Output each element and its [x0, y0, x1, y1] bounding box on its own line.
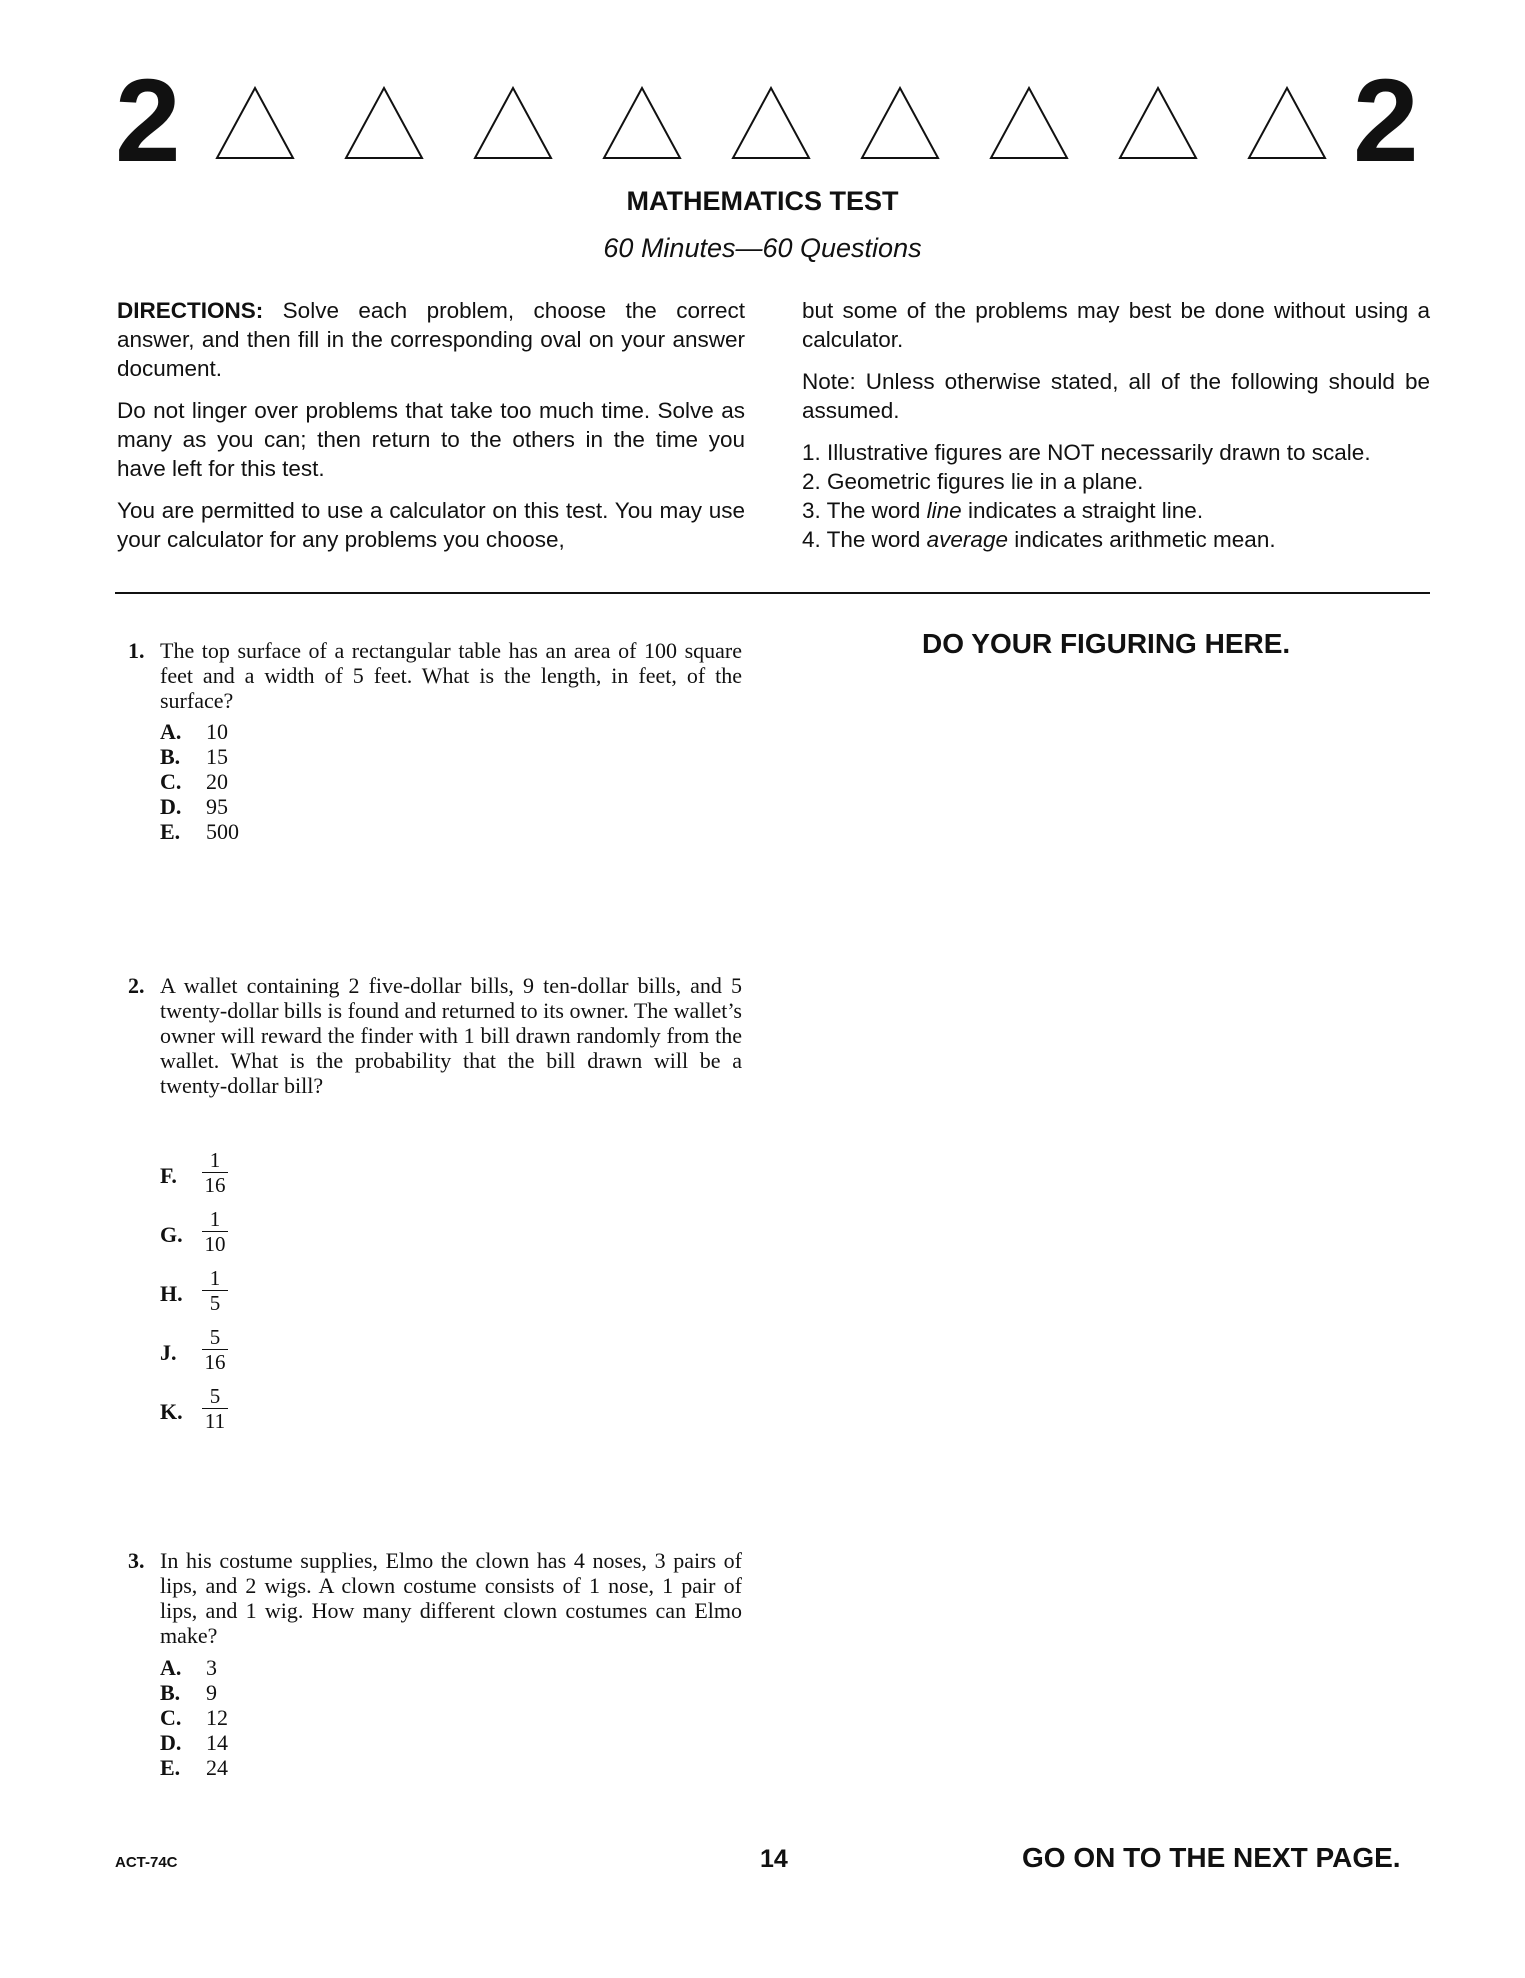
assumption-note: Note: Unless otherwise stated, all of the following should be assumed.: [802, 369, 1430, 423]
calculator-continued: but some of the problems may best be done without using a calculator.: [802, 298, 1430, 352]
directions-paragraph-1: [117, 296, 745, 383]
choice-value: 24: [206, 1755, 228, 1780]
answer-choice-b[interactable]: [160, 1680, 228, 1705]
assumption-3-post: indicates a straight line.: [961, 498, 1204, 523]
triangle-icon: [860, 86, 940, 160]
choice-value: 20: [206, 769, 228, 794]
choice-value: 12: [206, 1705, 228, 1730]
choice-value: 500: [206, 819, 239, 844]
choice-letter: J.: [160, 1340, 177, 1365]
fraction-numerator: 5: [202, 1326, 228, 1350]
assumption-1: 1. Illustrative figures are NOT necessarily drawn to scale.: [802, 440, 1371, 465]
choice-letter: F.: [160, 1163, 177, 1188]
choice-letter: C.: [160, 1705, 182, 1730]
answer-choice-c[interactable]: [160, 1705, 228, 1730]
directions-text-1: Solve each problem, choose the correct answer, and then fill in the corresponding oval on your answer document.: [117, 298, 745, 381]
question-2: [128, 973, 748, 1443]
choice-value: 10: [206, 719, 228, 744]
choice-letter: E.: [160, 819, 181, 844]
triangle-icon: [1118, 86, 1198, 160]
fraction: [202, 1326, 228, 1373]
directions-left-column: [117, 296, 745, 567]
assumption-2: 2. Geometric figures lie in a plane.: [802, 469, 1144, 494]
answer-choices: [160, 719, 239, 844]
answer-choice-b[interactable]: [160, 744, 239, 769]
answer-choice-e[interactable]: [160, 819, 239, 844]
answer-choice-e[interactable]: [160, 1755, 228, 1780]
test-title: MATHEMATICS TEST: [626, 186, 899, 216]
question-stem: The top surface of a rectangular table has an area of 100 square feet and a width of 5 feet. What is the length, in feet, of the surface?: [160, 638, 742, 713]
choice-letter: E.: [160, 1755, 181, 1780]
answer-choice-c[interactable]: [160, 769, 239, 794]
fraction: [202, 1267, 228, 1314]
question-number: 2.: [128, 973, 145, 998]
triangle-icon: [1247, 86, 1327, 160]
fraction-denominator: 16: [204, 1173, 226, 1197]
directions-right-text: [802, 296, 1430, 554]
answer-choice-d[interactable]: [160, 794, 239, 819]
answer-choices: [160, 1149, 360, 1439]
choice-letter: D.: [160, 1730, 182, 1755]
fraction-denominator: 11: [204, 1409, 226, 1433]
section-number-right: 2: [1353, 55, 1419, 187]
test-subtitle: 60 Minutes—60 Questions: [603, 233, 922, 263]
fraction-denominator: 10: [204, 1232, 226, 1256]
answer-choice-a[interactable]: [160, 1655, 228, 1680]
answer-choices: [160, 1655, 228, 1780]
choice-value: 95: [206, 794, 228, 819]
answer-choice-d[interactable]: [160, 1730, 228, 1755]
answer-choice-a[interactable]: [160, 719, 239, 744]
fraction: [202, 1149, 228, 1196]
triangle-icon: [989, 86, 1069, 160]
question-number: 1.: [128, 638, 145, 663]
choice-letter: D.: [160, 794, 182, 819]
assumption-4-term: average: [926, 527, 1008, 552]
assumption-4: [802, 525, 1430, 554]
triangle-icon: [731, 86, 811, 160]
triangle-icon: [473, 86, 553, 160]
choice-letter: C.: [160, 769, 182, 794]
assumption-list: [802, 438, 1430, 554]
choice-value: 15: [206, 744, 228, 769]
question-3: [128, 1548, 748, 1788]
choice-letter: G.: [160, 1222, 183, 1247]
choice-letter: B.: [160, 744, 181, 769]
fraction-denominator: 5: [209, 1291, 221, 1315]
choice-letter: H.: [160, 1281, 183, 1306]
choice-letter: A.: [160, 1655, 182, 1680]
choice-letter: B.: [160, 1680, 181, 1705]
section-divider: [115, 592, 1430, 594]
assumption-3-pre: 3. The word: [802, 498, 927, 523]
choice-letter: A.: [160, 719, 182, 744]
fraction-numerator: 1: [202, 1149, 228, 1173]
section-number-left: 2: [115, 55, 181, 187]
assumption-3-term: line: [926, 498, 962, 523]
page-number: 14: [760, 1845, 788, 1873]
fraction-numerator: 5: [202, 1385, 228, 1409]
directions-paragraph-3: You are permitted to use a calculator on this test. You may use your calculator for any problems you choose,: [117, 498, 745, 552]
fraction-numerator: 1: [202, 1208, 228, 1232]
fraction-numerator: 1: [202, 1267, 228, 1291]
triangle-icon: [344, 86, 424, 160]
form-code: ACT-74C: [115, 1854, 178, 1871]
assumption-4-pre: 4. The word: [802, 527, 927, 552]
triangle-icon: [215, 86, 295, 160]
choice-value: 9: [206, 1680, 217, 1705]
question-number: 3.: [128, 1548, 145, 1573]
assumption-4-post: indicates arithmetic mean.: [1007, 527, 1276, 552]
directions-paragraph-2: Do not linger over problems that take too much time. Solve as many as you can; then return to the others in the time you have left for this test.: [117, 398, 745, 481]
directions-label: DIRECTIONS:: [117, 298, 264, 323]
fraction-denominator: 16: [204, 1350, 226, 1374]
assumption-3: [802, 496, 1430, 525]
choice-value: 3: [206, 1655, 217, 1680]
figuring-label: DO YOUR FIGURING HERE.: [922, 628, 1291, 659]
question-stem: In his costume supplies, Elmo the clown has 4 noses, 3 pairs of lips, and 2 wigs. A clown costume consists of 1 nose, 1 pair of lips, and 1 wig. How many different clown costumes can Elmo make?: [160, 1548, 742, 1648]
question-stem: A wallet containing 2 five-dollar bills, 9 ten-dollar bills, and 5 twenty-dollar bills is found and returned to its owner. The wallet’s owner will reward the finder with 1 bill drawn randomly from the wallet. What is the probability that the bill drawn will be a twenty-dollar bill?: [160, 973, 742, 1098]
fraction: [202, 1385, 228, 1432]
choice-value: 14: [206, 1730, 228, 1755]
choice-letter: K.: [160, 1399, 183, 1424]
fraction: [202, 1208, 228, 1255]
triangle-row: [215, 86, 1330, 166]
question-1: [128, 638, 748, 848]
next-page-notice: GO ON TO THE NEXT PAGE.: [1022, 1842, 1401, 1873]
triangle-icon: [602, 86, 682, 160]
